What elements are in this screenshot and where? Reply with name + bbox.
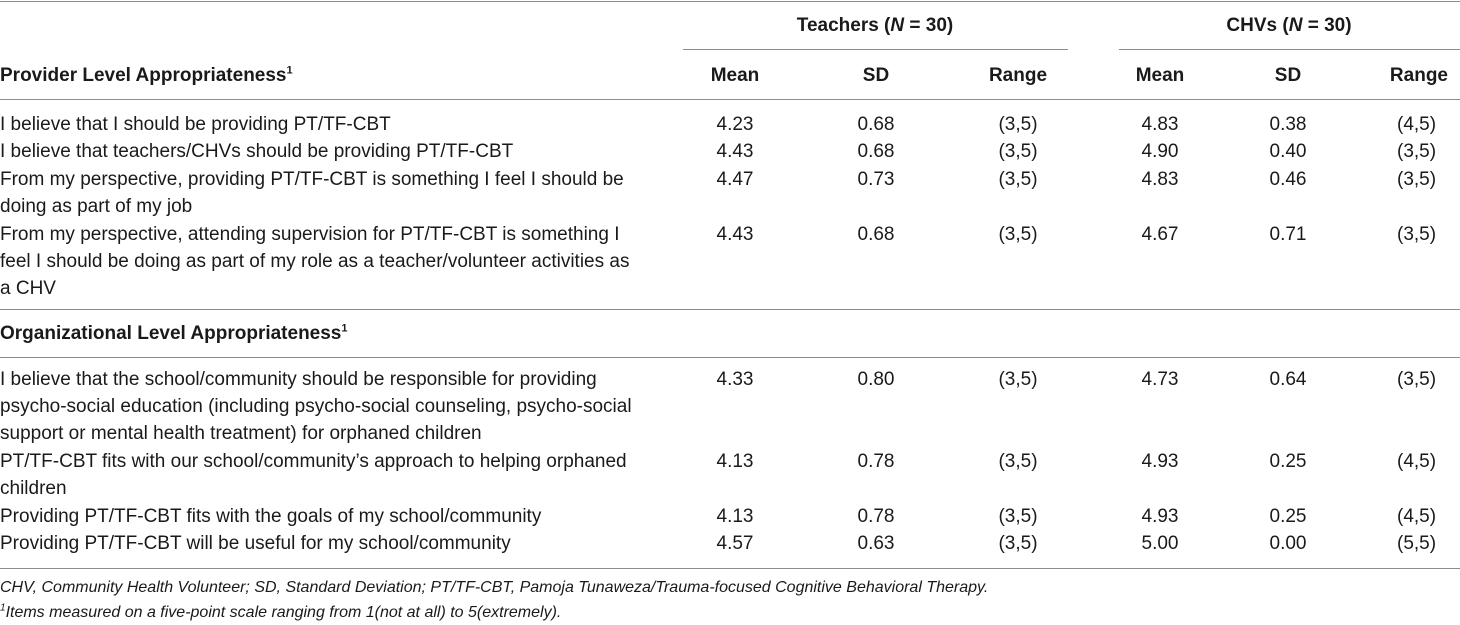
cell-teachers-mean: 4.57 [716, 533, 754, 554]
table-bottom-rule [0, 568, 1460, 569]
cell-teachers-range: (3,5) [998, 369, 1038, 390]
cell-teachers-sd: 0.78 [857, 451, 895, 472]
row-label: Providing PT/TF-CBT will be useful for my school/community [0, 533, 511, 554]
cell-teachers-sd: 0.68 [857, 141, 895, 162]
col-header-teachers-sd: SD [862, 65, 890, 86]
row-label: I believe that teachers/CHVs should be providing PT/TF-CBT [0, 141, 514, 162]
teachers-group-rule [683, 49, 1068, 50]
cell-teachers-sd: 0.80 [857, 369, 895, 390]
cell-chvs-range: (3,5) [1397, 224, 1437, 245]
cell-chvs-range: (5,5) [1397, 533, 1437, 554]
cell-teachers-range: (3,5) [998, 169, 1038, 190]
col-header-chvs-sd: SD [1274, 65, 1302, 86]
cell-chvs-mean: 4.67 [1141, 224, 1179, 245]
teachers-group-header: Teachers (N = 30) [796, 15, 954, 36]
cell-chvs-range: (4,5) [1397, 114, 1437, 135]
cell-teachers-range: (3,5) [998, 224, 1038, 245]
chvs-group-rule [1119, 49, 1460, 50]
col-header-teachers-mean: Mean [710, 65, 760, 86]
section1-end-rule [0, 309, 1460, 310]
cell-chvs-sd: 0.25 [1269, 451, 1307, 472]
cell-chvs-sd: 0.00 [1269, 533, 1307, 554]
cell-chvs-sd: 0.64 [1269, 369, 1307, 390]
cell-teachers-mean: 4.33 [716, 369, 754, 390]
section-title-organizational: Organizational Level Appropriateness$^1$ [0, 322, 348, 344]
footnote-abbreviations: CHV, Community Health Volunteer; SD, Standard Deviation; PT/TF-CBT, Pamoja Tunaweza/Trauma-focused Cognitive Behavioral Therapy. [0, 579, 989, 596]
row-label: I believe that the school/community should be responsible for providing psycho-social education (including psycho-social counseling, psycho-social support or mental health treatment) for orphaned children [0, 369, 632, 444]
top-rule [0, 1, 1460, 2]
cell-chvs-sd: 0.38 [1269, 114, 1307, 135]
cell-chvs-mean: 4.93 [1141, 506, 1179, 527]
cell-chvs-mean: 4.73 [1141, 369, 1179, 390]
section-title-provider: Provider Level Appropriateness$^1$ [0, 64, 293, 86]
row-label: From my perspective, attending supervision for PT/TF-CBT is something I feel I should be doing as part of my role as a teacher/volunteer activities as a CHV [0, 224, 630, 299]
row-label: PT/TF-CBT fits with our school/community’s approach to helping orphaned children [0, 451, 627, 499]
cell-teachers-sd: 0.68 [857, 224, 895, 245]
cell-teachers-sd: 0.73 [857, 169, 895, 190]
cell-teachers-sd: 0.78 [857, 506, 895, 527]
cell-teachers-sd: 0.63 [857, 533, 895, 554]
cell-chvs-sd: 0.25 [1269, 506, 1307, 527]
cell-teachers-range: (3,5) [998, 114, 1038, 135]
row-label: Providing PT/TF-CBT fits with the goals of my school/community [0, 506, 542, 527]
cell-teachers-mean: 4.23 [716, 114, 754, 135]
row-label: I believe that I should be providing PT/TF-CBT [0, 114, 391, 135]
cell-teachers-range: (3,5) [998, 451, 1038, 472]
cell-chvs-sd: 0.71 [1269, 224, 1307, 245]
cell-teachers-mean: 4.13 [716, 506, 754, 527]
cell-teachers-mean: 4.47 [716, 169, 754, 190]
col-header-teachers-range: Range [988, 65, 1048, 86]
cell-chvs-mean: 4.83 [1141, 114, 1179, 135]
cell-chvs-mean: 4.93 [1141, 451, 1179, 472]
cell-chvs-sd: 0.46 [1269, 169, 1307, 190]
cell-teachers-mean: 4.43 [716, 224, 754, 245]
cell-teachers-range: (3,5) [998, 533, 1038, 554]
col-header-chvs-range: Range [1389, 65, 1448, 86]
cell-chvs-mean: 4.83 [1141, 169, 1179, 190]
cell-teachers-range: (3,5) [998, 141, 1038, 162]
cell-chvs-range: (3,5) [1397, 141, 1437, 162]
cell-teachers-mean: 4.13 [716, 451, 754, 472]
col-header-chvs-mean: Mean [1135, 65, 1185, 86]
cell-chvs-range: (4,5) [1397, 506, 1437, 527]
chvs-group-header: CHVs (N = 30) [1226, 15, 1352, 36]
header-rule [0, 99, 1460, 100]
cell-chvs-sd: 0.40 [1269, 141, 1307, 162]
row-label: From my perspective, providing PT/TF-CBT is something I feel I should be doing as part of my job [0, 169, 624, 217]
cell-chvs-range: (4,5) [1397, 451, 1437, 472]
cell-teachers-range: (3,5) [998, 506, 1038, 527]
footnote-scale: $^1$Items measured on a five-point scale ranging from 1(not at all) to 5(extremely). [0, 602, 562, 621]
cell-chvs-range: (3,5) [1397, 169, 1437, 190]
cell-chvs-range: (3,5) [1397, 369, 1437, 390]
cell-teachers-sd: 0.68 [857, 114, 895, 135]
cell-chvs-mean: 5.00 [1141, 533, 1179, 554]
cell-chvs-mean: 4.90 [1141, 141, 1179, 162]
section2-header-rule [0, 357, 1460, 358]
cell-teachers-mean: 4.43 [716, 141, 754, 162]
